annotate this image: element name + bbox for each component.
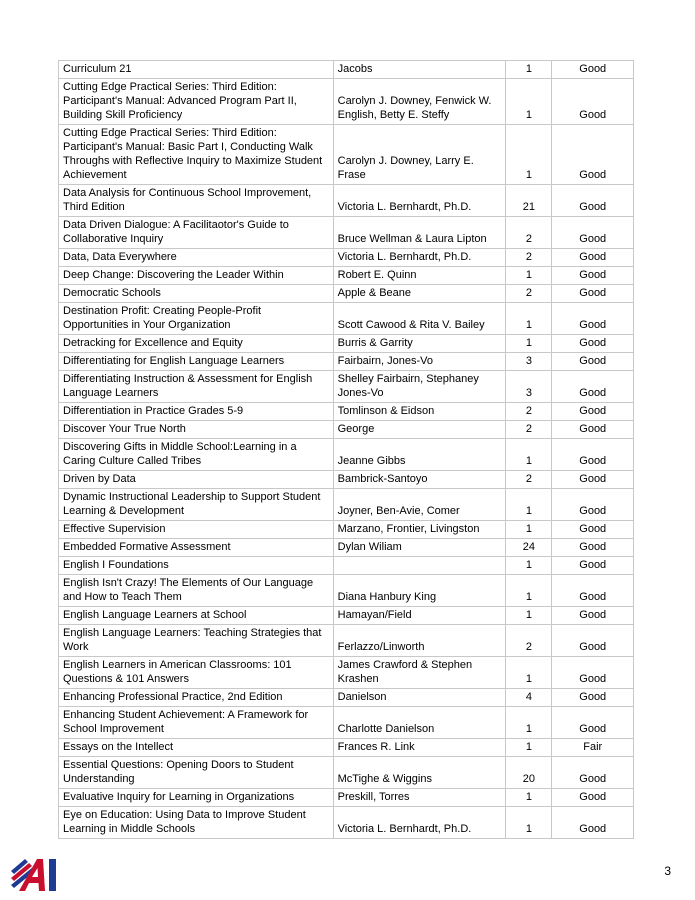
- table-row: [59, 607, 634, 625]
- author-cell: Fairbairn, Jones-Vo: [333, 353, 506, 371]
- quantity-cell: 1: [506, 607, 552, 625]
- condition-cell: Fair: [552, 739, 634, 757]
- condition-cell: Good: [552, 489, 634, 521]
- quantity-cell: 1: [506, 79, 552, 125]
- author-cell: Dylan Wiliam: [333, 539, 506, 557]
- quantity-cell: 2: [506, 285, 552, 303]
- condition-cell: Good: [552, 285, 634, 303]
- quantity-cell: 24: [506, 539, 552, 557]
- condition-cell: Good: [552, 249, 634, 267]
- condition-cell: Good: [552, 471, 634, 489]
- condition-cell: Good: [552, 689, 634, 707]
- book-title-cell: Cutting Edge Practical Series: Third Edition: Participant's Manual: Basic Part I, Conducting Walk Throughs with Reflective Inquiry to Maximize Student Achievement: [59, 125, 334, 185]
- author-cell: Frances R. Link: [333, 739, 506, 757]
- page-number: 3: [664, 864, 671, 878]
- author-cell: Hamayan/Field: [333, 607, 506, 625]
- table-row: [59, 217, 634, 249]
- author-cell: Tomlinson & Eidson: [333, 403, 506, 421]
- book-title-cell: English Isn't Crazy! The Elements of Our Language and How to Teach Them: [59, 575, 334, 607]
- book-title-cell: Essays on the Intellect: [59, 739, 334, 757]
- condition-cell: Good: [552, 185, 634, 217]
- quantity-cell: 1: [506, 557, 552, 575]
- table-row: [59, 421, 634, 439]
- inventory-table-body: [59, 61, 634, 839]
- condition-cell: Good: [552, 61, 634, 79]
- author-cell: Joyner, Ben-Avie, Comer: [333, 489, 506, 521]
- author-cell: Carolyn J. Downey, Larry E. Frase: [333, 125, 506, 185]
- quantity-cell: 1: [506, 707, 552, 739]
- condition-cell: Good: [552, 575, 634, 607]
- book-title-cell: Destination Profit: Creating People-Profit Opportunities in Your Organization: [59, 303, 334, 335]
- table-row: [59, 789, 634, 807]
- quantity-cell: 1: [506, 303, 552, 335]
- table-row: [59, 707, 634, 739]
- condition-cell: Good: [552, 335, 634, 353]
- author-cell: McTighe & Wiggins: [333, 757, 506, 789]
- quantity-cell: 2: [506, 403, 552, 421]
- table-row: [59, 625, 634, 657]
- condition-cell: Good: [552, 521, 634, 539]
- condition-cell: Good: [552, 757, 634, 789]
- table-row: [59, 539, 634, 557]
- quantity-cell: 1: [506, 575, 552, 607]
- quantity-cell: 2: [506, 471, 552, 489]
- book-title-cell: Eye on Education: Using Data to Improve Student Learning in Middle Schools: [59, 807, 334, 839]
- author-cell: Victoria L. Bernhardt, Ph.D.: [333, 807, 506, 839]
- book-title-cell: Enhancing Professional Practice, 2nd Edition: [59, 689, 334, 707]
- author-cell: Robert E. Quinn: [333, 267, 506, 285]
- book-title-cell: Discover Your True North: [59, 421, 334, 439]
- condition-cell: Good: [552, 217, 634, 249]
- table-row: [59, 521, 634, 539]
- table-row: [59, 557, 634, 575]
- condition-cell: Good: [552, 789, 634, 807]
- author-cell: Danielson: [333, 689, 506, 707]
- table-row: [59, 807, 634, 839]
- table-row: [59, 335, 634, 353]
- auction-logo-icon: [11, 857, 61, 891]
- table-row: [59, 125, 634, 185]
- book-title-cell: Dynamic Instructional Leadership to Support Student Learning & Development: [59, 489, 334, 521]
- quantity-cell: 1: [506, 739, 552, 757]
- table-row: [59, 249, 634, 267]
- author-cell: Victoria L. Bernhardt, Ph.D.: [333, 185, 506, 217]
- book-title-cell: Effective Supervision: [59, 521, 334, 539]
- author-cell: Bruce Wellman & Laura Lipton: [333, 217, 506, 249]
- quantity-cell: 1: [506, 521, 552, 539]
- author-cell: Jacobs: [333, 61, 506, 79]
- book-title-cell: Evaluative Inquiry for Learning in Organizations: [59, 789, 334, 807]
- condition-cell: Good: [552, 657, 634, 689]
- quantity-cell: 1: [506, 789, 552, 807]
- quantity-cell: 20: [506, 757, 552, 789]
- table-row: [59, 79, 634, 125]
- book-title-cell: Essential Questions: Opening Doors to Student Understanding: [59, 757, 334, 789]
- condition-cell: Good: [552, 353, 634, 371]
- author-cell: Scott Cawood & Rita V. Bailey: [333, 303, 506, 335]
- book-title-cell: Discovering Gifts in Middle School:Learning in a Caring Culture Called Tribes: [59, 439, 334, 471]
- quantity-cell: 3: [506, 371, 552, 403]
- condition-cell: Good: [552, 539, 634, 557]
- quantity-cell: 2: [506, 249, 552, 267]
- book-title-cell: Detracking for Excellence and Equity: [59, 335, 334, 353]
- condition-cell: Good: [552, 303, 634, 335]
- table-row: [59, 303, 634, 335]
- condition-cell: Good: [552, 439, 634, 471]
- table-row: [59, 575, 634, 607]
- quantity-cell: 1: [506, 807, 552, 839]
- table-row: [59, 285, 634, 303]
- table-row: [59, 471, 634, 489]
- book-title-cell: Enhancing Student Achievement: A Framework for School Improvement: [59, 707, 334, 739]
- author-cell: Charlotte Danielson: [333, 707, 506, 739]
- author-cell: [333, 557, 506, 575]
- book-title-cell: English Language Learners at School: [59, 607, 334, 625]
- author-cell: Ferlazzo/Linworth: [333, 625, 506, 657]
- quantity-cell: 1: [506, 335, 552, 353]
- quantity-cell: 1: [506, 439, 552, 471]
- condition-cell: Good: [552, 403, 634, 421]
- condition-cell: Good: [552, 421, 634, 439]
- table-row: [59, 689, 634, 707]
- book-title-cell: Curriculum 21: [59, 61, 334, 79]
- book-title-cell: English I Foundations: [59, 557, 334, 575]
- table-row: [59, 439, 634, 471]
- condition-cell: Good: [552, 125, 634, 185]
- quantity-cell: 1: [506, 125, 552, 185]
- quantity-cell: 2: [506, 217, 552, 249]
- author-cell: Bambrick-Santoyo: [333, 471, 506, 489]
- table-row: [59, 371, 634, 403]
- table-row: [59, 739, 634, 757]
- quantity-cell: 3: [506, 353, 552, 371]
- table-row: [59, 61, 634, 79]
- author-cell: Carolyn J. Downey, Fenwick W. English, Betty E. Steffy: [333, 79, 506, 125]
- book-title-cell: Data, Data Everywhere: [59, 249, 334, 267]
- condition-cell: Good: [552, 557, 634, 575]
- quantity-cell: 1: [506, 489, 552, 521]
- author-cell: Shelley Fairbairn, Stephaney Jones-Vo: [333, 371, 506, 403]
- book-title-cell: Democratic Schools: [59, 285, 334, 303]
- author-cell: Victoria L. Bernhardt, Ph.D.: [333, 249, 506, 267]
- table-row: [59, 489, 634, 521]
- book-title-cell: English Learners in American Classrooms: 101 Questions & 101 Answers: [59, 657, 334, 689]
- book-title-cell: Data Analysis for Continuous School Improvement, Third Edition: [59, 185, 334, 217]
- quantity-cell: 21: [506, 185, 552, 217]
- condition-cell: Good: [552, 607, 634, 625]
- condition-cell: Good: [552, 267, 634, 285]
- condition-cell: Good: [552, 79, 634, 125]
- book-title-cell: Deep Change: Discovering the Leader Within: [59, 267, 334, 285]
- quantity-cell: 1: [506, 61, 552, 79]
- table-row: [59, 757, 634, 789]
- author-cell: James Crawford & Stephen Krashen: [333, 657, 506, 689]
- author-cell: Apple & Beane: [333, 285, 506, 303]
- inventory-table: [58, 60, 634, 839]
- condition-cell: Good: [552, 807, 634, 839]
- condition-cell: Good: [552, 371, 634, 403]
- book-title-cell: Cutting Edge Practical Series: Third Edition: Participant's Manual: Advanced Program Part II, Building Skill Proficiency: [59, 79, 334, 125]
- quantity-cell: 2: [506, 625, 552, 657]
- author-cell: George: [333, 421, 506, 439]
- condition-cell: Good: [552, 707, 634, 739]
- book-title-cell: Differentiating Instruction & Assessment for English Language Learners: [59, 371, 334, 403]
- book-title-cell: Differentiation in Practice Grades 5-9: [59, 403, 334, 421]
- book-title-cell: Differentiating for English Language Learners: [59, 353, 334, 371]
- book-title-cell: English Language Learners: Teaching Strategies that Work: [59, 625, 334, 657]
- book-title-cell: Embedded Formative Assessment: [59, 539, 334, 557]
- author-cell: Burris & Garrity: [333, 335, 506, 353]
- book-title-cell: Data Driven Dialogue: A Facilitaotor's Guide to Collaborative Inquiry: [59, 217, 334, 249]
- table-row: [59, 185, 634, 217]
- author-cell: Diana Hanbury King: [333, 575, 506, 607]
- author-cell: Preskill, Torres: [333, 789, 506, 807]
- condition-cell: Good: [552, 625, 634, 657]
- table-row: [59, 657, 634, 689]
- table-row: [59, 353, 634, 371]
- book-title-cell: Driven by Data: [59, 471, 334, 489]
- quantity-cell: 4: [506, 689, 552, 707]
- quantity-cell: 1: [506, 267, 552, 285]
- table-row: [59, 403, 634, 421]
- author-cell: Marzano, Frontier, Livingston: [333, 521, 506, 539]
- author-cell: Jeanne Gibbs: [333, 439, 506, 471]
- quantity-cell: 2: [506, 421, 552, 439]
- table-row: [59, 267, 634, 285]
- quantity-cell: 1: [506, 657, 552, 689]
